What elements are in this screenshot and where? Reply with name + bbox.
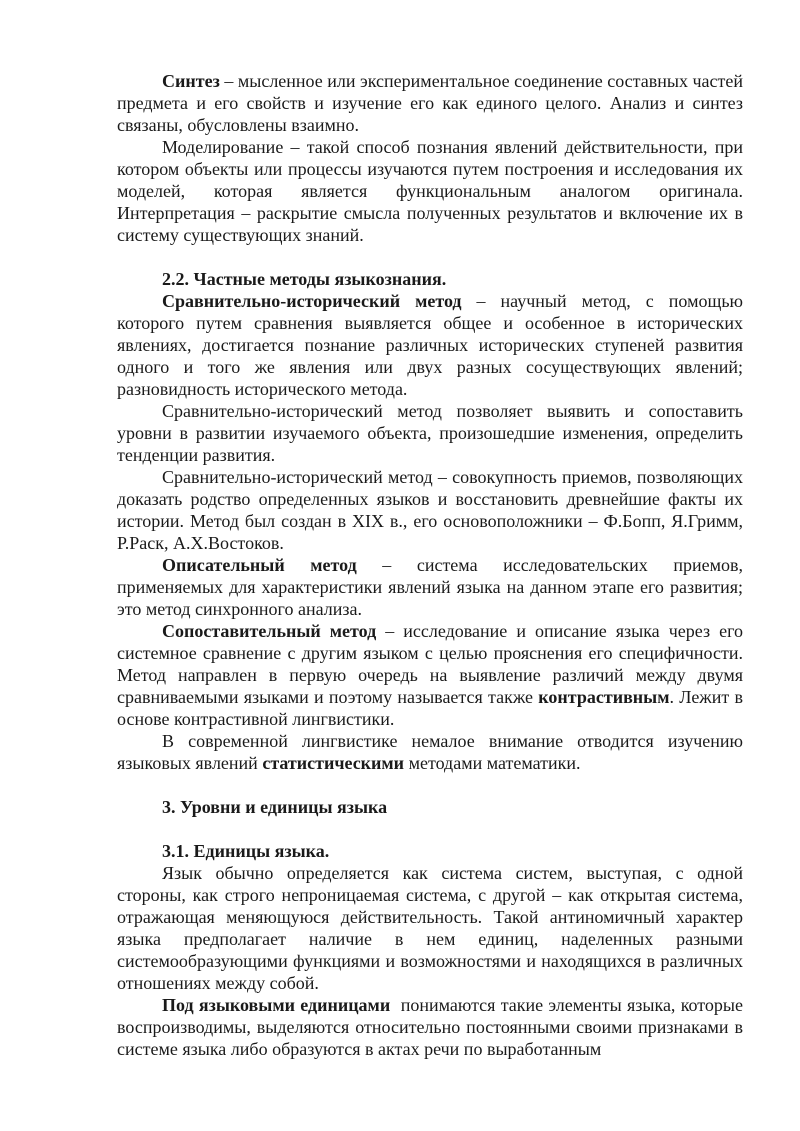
term-synthesis: Синтез <box>162 71 220 91</box>
paragraph-contrastive <box>117 620 743 730</box>
paragraph-comparative-historical-3: Сравнительно-исторический метод – совокупность приемов, позволяющих доказать родство определенных языков и восстановить древнейшие факты их истории. Метод был создан в XIX в., его основоположники – Ф.Бопп, Я.Гримм, Р.Раск, А.Х.Востоков. <box>117 467 743 553</box>
language-units-text: понимаются такие элементы языка, которые воспроизводимы, выделяются относительно постоянными своими признаками в системе языка либо образуются в актах речи по выработанным <box>117 995 748 1059</box>
spacer <box>117 818 743 840</box>
heading-3: 3. Уровни и единицы языка <box>162 797 388 817</box>
contrastive-text-1: – исследование и описание языка через его системное сравнение с другим языком с целью прояснения его специфичности. Метод направлен в первую очередь на выявление различий между двумя сравниваемыми языками и поэтому называется также <box>117 621 744 707</box>
statistical-text-2: методами математики. <box>404 753 581 773</box>
term-language-units: Под языковыми единицами <box>162 995 391 1015</box>
heading-2-2: 2.2. Частные методы языкознания. <box>162 269 447 289</box>
term-statistical: статистическими <box>262 753 405 773</box>
paragraph-language-system: Язык обычно определяется как система систем, выступая, с одной стороны, как строго непроницаемая система, с другой – как открытая система, отражающая меняющуюся действительность. Такой антиномичный характер языка предполагает наличие в нем единиц, наделенных разными системообразующими функциями и возможностями и находящихся в различных отношениях между собой. <box>117 863 743 993</box>
paragraph-language-units <box>117 994 748 1060</box>
term-comparative-historical: Сравнительно-исторический метод <box>162 291 462 311</box>
statistical-text-1: В современной лингвистике немалое внимание отводится изучению языковых явлений <box>117 731 743 773</box>
paragraph-statistical <box>117 730 743 774</box>
descriptive-text: – система исследовательских приемов, применяемых для характеристики явлений языка на данном этапе его развития; это метод синхронного анализа. <box>117 555 744 619</box>
paragraph-comparative-historical-2: Сравнительно-исторический метод позволяет выявить и сопоставить уровни в развитии изучаемого объекта, произошедшие изменения, определить тенденции развития. <box>117 401 743 465</box>
term-contrastive: контрастивным <box>538 687 670 707</box>
contrastive-text-2: . Лежит в основе контрастивной лингвистики. <box>117 687 743 729</box>
term-descriptive: Описательный метод <box>162 555 357 575</box>
paragraph-modeling: Моделирование – такой способ познания явлений действительности, при котором объекты или процессы изучаются путем построения и исследования их моделей, которая является функциональным аналогом оригинала. Интерпретация – раскрытие смысла полученных результатов и включение их в систему существующих знаний. <box>117 137 743 245</box>
spacer <box>117 246 743 268</box>
comparative-historical-text: – научный метод, с помощью которого путем сравнения выявляется общее и особенное в исторических явлениях, достигается познание различных исторических ступеней развития одного и того же явления или двух разных сосуществующих явлений; разновидность исторического метода. <box>117 291 743 399</box>
synthesis-text: – мысленное или экспериментальное соединение составных частей предмета и его свойств и изучение его как единого целого. Анализ и синтез связаны, обусловлены взаимно. <box>117 71 743 135</box>
paragraph-descriptive <box>117 554 743 620</box>
paragraph-comparative-historical <box>117 290 743 400</box>
spacer <box>117 774 743 796</box>
term-contrastive-method: Сопоставительный метод <box>162 621 377 641</box>
heading-3-1: 3.1. Единицы языка. <box>162 841 330 861</box>
paragraph-synthesis <box>117 70 743 136</box>
